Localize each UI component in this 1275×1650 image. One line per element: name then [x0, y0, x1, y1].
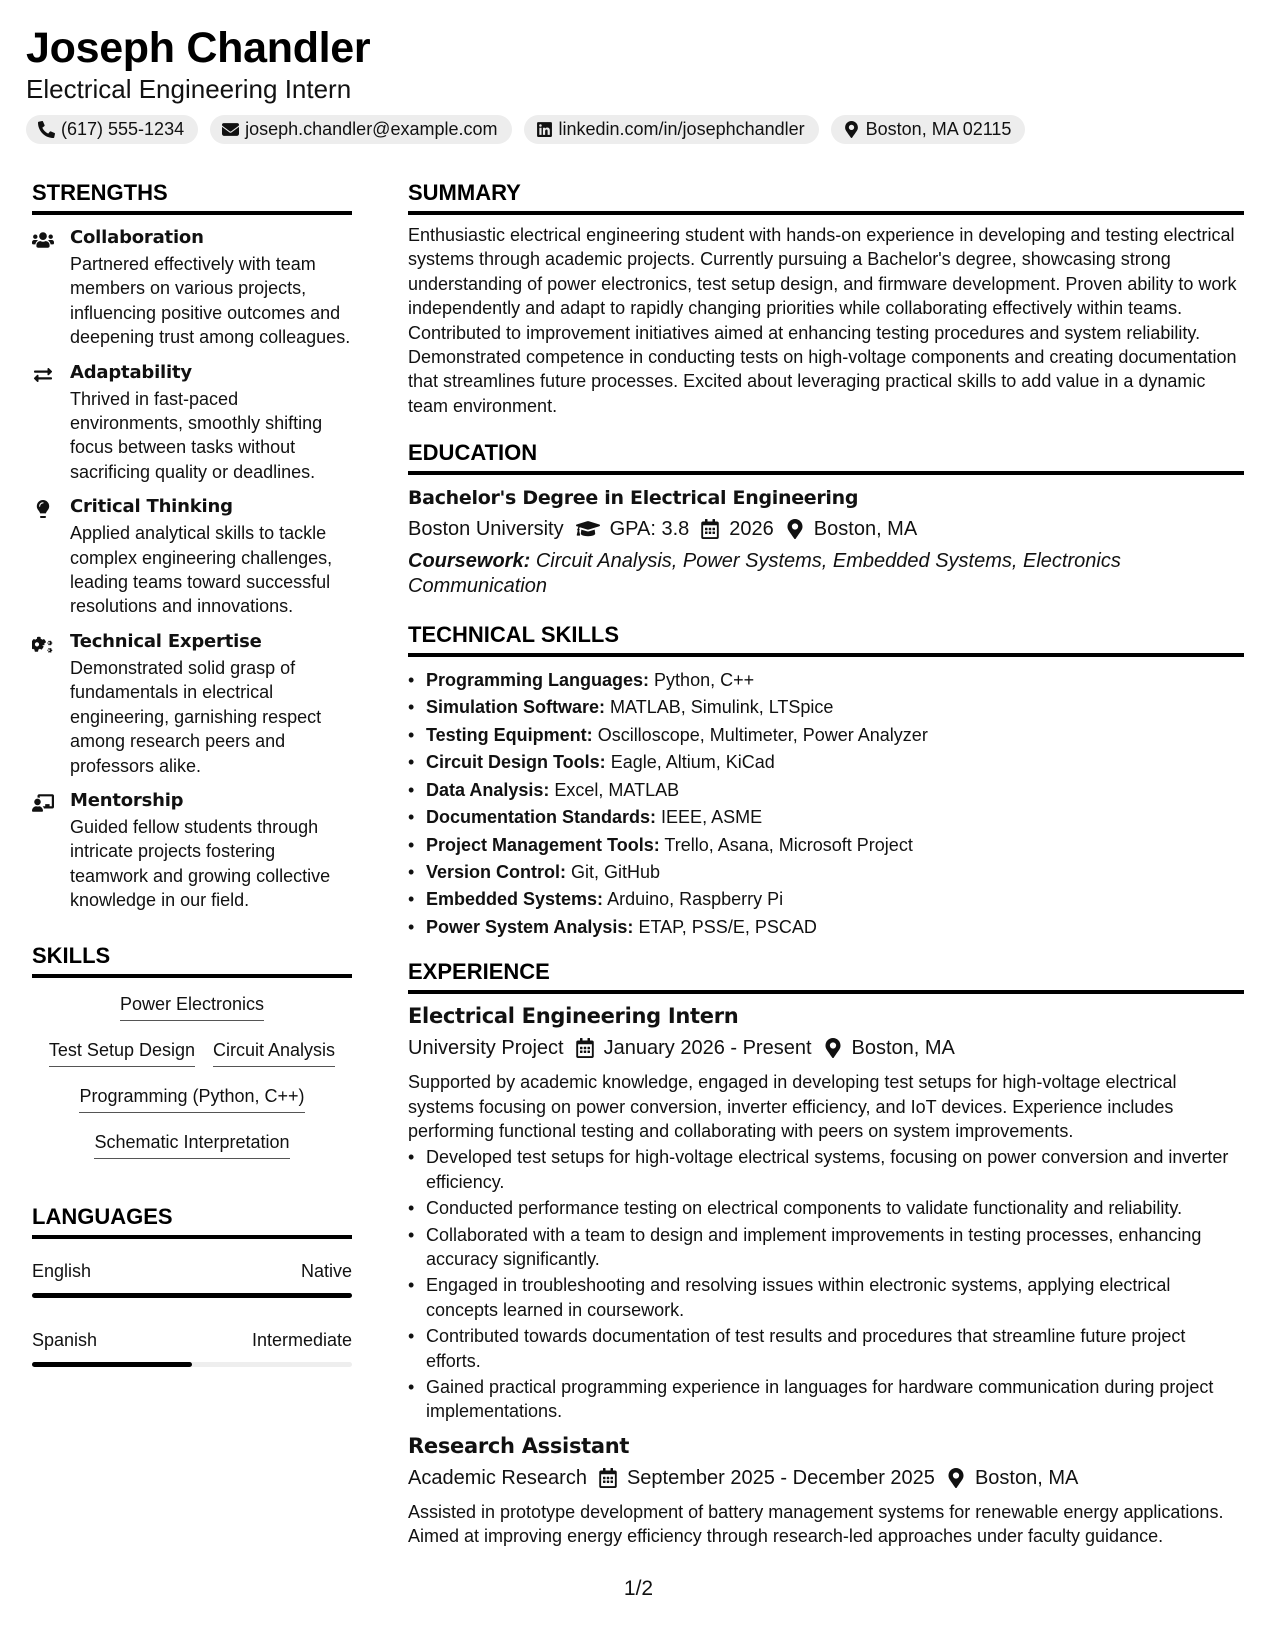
tech-skill-label: Embedded Systems:: [426, 889, 604, 910]
graduation-year: 2026: [729, 518, 774, 541]
list-item: [408, 749, 1244, 776]
gears-icon: [32, 635, 54, 653]
linkedin-icon: [536, 121, 553, 138]
tech-skill-value: Python, C++: [654, 670, 755, 691]
right-column: [408, 178, 1244, 1549]
language-item: [32, 1259, 352, 1298]
language-proficiency-bar: [32, 1362, 352, 1367]
contact-email[interactable]: [210, 115, 511, 144]
phone-icon: [38, 121, 55, 138]
strength-title: Critical Thinking: [70, 496, 233, 518]
coursework-list: Circuit Analysis, Power Systems, Embedded Systems, Electronics Communication: [408, 550, 1121, 597]
skill-tag: Power Electronics: [120, 992, 264, 1021]
list-item: • Conducted performance testing on electrical components to validate functionality and reliability.: [408, 1196, 1244, 1220]
contact-linkedin[interactable]: [524, 115, 819, 144]
job-dates: January 2026 - Present: [603, 1037, 812, 1060]
location-icon: [947, 1468, 965, 1488]
skill-tag: Test Setup Design: [49, 1038, 195, 1067]
location-icon: [843, 121, 860, 138]
skills-title: SKILLS: [32, 941, 352, 978]
users-icon: [32, 231, 54, 249]
education-meta: [408, 515, 1244, 543]
language-name: English: [32, 1260, 92, 1281]
location-icon: [786, 519, 804, 539]
job-title: Research Assistant: [408, 1433, 630, 1458]
strength-title: Technical Expertise: [70, 630, 262, 652]
tech-skill-label: Power System Analysis:: [426, 916, 634, 937]
skill-tag: Schematic Interpretation: [94, 1130, 289, 1159]
job-description: Supported by academic knowledge, engaged in developing test setups for high-voltage electrical systems focusing on power conversion, inverter efficiency, and IoT devices. Experience includes performing functional testing and collaborating with peers on system improvements.: [408, 1072, 1177, 1141]
language-proficiency-fill: [32, 1293, 352, 1298]
tech-skill-value: Arduino, Raspberry Pi: [607, 889, 784, 910]
list-item: • Contributed towards documentation of test results and procedures that streamline future project efforts.: [408, 1324, 1244, 1373]
tech-skill-label: Programming Languages:: [426, 670, 650, 691]
job-meta: [408, 1034, 1244, 1062]
lightbulb-icon: [32, 500, 54, 518]
experience-title: EXPERIENCE: [408, 957, 1244, 994]
list-item: [408, 859, 1244, 886]
contact-phone-text: (617) 555-1234: [61, 119, 185, 139]
graduation-cap-icon: [576, 519, 600, 539]
strength-item: [32, 496, 352, 619]
language-level: Native: [300, 1260, 352, 1281]
arrows-exchange-icon: [32, 366, 54, 384]
list-item: [408, 886, 1244, 913]
strength-item: [32, 362, 352, 485]
tech-skill-label: Documentation Standards:: [426, 807, 657, 828]
tech-skill-value: Trello, Asana, Microsoft Project: [664, 834, 913, 855]
tech-skill-value: MATLAB, Simulink, LTSpice: [610, 697, 834, 718]
candidate-name: Joseph Chandler: [26, 24, 371, 72]
languages-title: LANGUAGES: [32, 1202, 352, 1239]
page-number: 1/2: [623, 1577, 654, 1600]
left-column: [32, 178, 352, 1367]
job-organization: University Project: [408, 1037, 564, 1060]
language-level: Intermediate: [251, 1329, 352, 1350]
strength-item: [32, 227, 352, 350]
experience-entry: [408, 1002, 1244, 1424]
job-dates: September 2025 - December 2025: [626, 1466, 935, 1489]
technical-skills-list: [408, 667, 1244, 941]
experience-entry: [408, 1432, 1244, 1549]
calendar-icon: [576, 1038, 594, 1058]
school-name: Boston University: [408, 518, 564, 541]
school-location: Boston, MA: [813, 518, 918, 541]
tech-skill-value: ETAP, PSS/E, PSCAD: [638, 916, 817, 937]
list-item: • Collaborated with a team to design and implement improvements in testing processes, enhancing accuracy significantly.: [408, 1223, 1244, 1272]
calendar-icon: [701, 519, 719, 539]
contact-linkedin-text: linkedin.com/in/josephchandler: [558, 119, 805, 139]
location-icon: [824, 1038, 842, 1058]
summary-text: Enthusiastic electrical engineering student with hands-on experience in developing and testing electrical systems through academic projects. Currently pursuing a Bachelor's degree, showcasing strong understanding of power electronics, test setup design, and firmware development. Proven ability to work independently and adapt to rapidly changing priorities while collaborating effectively within teams. Contributed to improvement initiatives aimed at enhancing testing procedures and system reliability. Demonstrated competence in conducting tests on high-voltage components and creating documentation that streamlines future processes. Excited about leveraging practical skills to add value in a dynamic team environment.: [408, 225, 1237, 416]
job-title: Electrical Engineering Intern: [408, 1004, 739, 1029]
strength-item: [32, 631, 352, 778]
language-proficiency-bar: [32, 1293, 352, 1298]
contact-email-text: joseph.chandler@example.com: [245, 119, 498, 139]
list-item: [408, 777, 1244, 804]
calendar-icon: [599, 1468, 617, 1488]
strength-desc: Guided fellow students through intricate projects fostering teamwork and growing collective knowledge in our field.: [70, 816, 331, 911]
tech-skill-label: Simulation Software:: [426, 697, 606, 718]
skill-tag: Circuit Analysis: [213, 1038, 335, 1067]
contact-bar: [26, 115, 1246, 144]
tech-skill-label: Data Analysis:: [426, 779, 550, 800]
candidate-headline: Electrical Engineering Intern: [26, 74, 352, 104]
strength-title: Mentorship: [70, 789, 184, 811]
teacher-icon: [32, 794, 54, 812]
resume-header: [26, 22, 1246, 144]
envelope-icon: [222, 121, 239, 138]
tech-skill-value: IEEE, ASME: [661, 807, 763, 828]
contact-phone[interactable]: [26, 115, 198, 144]
tech-skill-label: Project Management Tools:: [426, 834, 660, 855]
tech-skill-label: Testing Equipment:: [426, 724, 593, 745]
contact-location-text: Boston, MA 02115: [865, 119, 1012, 139]
technical-skills-title: TECHNICAL SKILLS: [408, 620, 1244, 657]
job-bullets: [408, 1145, 1244, 1423]
strength-title: Adaptability: [70, 361, 192, 383]
language-proficiency-fill: [32, 1362, 192, 1367]
tech-skill-value: Excel, MATLAB: [554, 779, 680, 800]
tech-skill-value: Eagle, Altium, KiCad: [610, 752, 775, 773]
strength-title: Collaboration: [70, 227, 204, 248]
strength-desc: Partnered effectively with team members on various projects, influencing positive outcomes and deepening trust among colleagues.: [70, 254, 351, 348]
list-item: [408, 914, 1244, 941]
strength-desc: Demonstrated solid grasp of fundamentals in electrical engineering, garnishing respect among research peers and professors alike.: [70, 657, 322, 776]
list-item: • Engaged in troubleshooting and resolving issues within electronic systems, applying electrical concepts learned in coursework.: [408, 1273, 1244, 1322]
degree-title: Bachelor's Degree in Electrical Engineering: [408, 487, 859, 510]
list-item: [408, 804, 1244, 831]
list-item: [408, 694, 1244, 721]
list-item: [408, 722, 1244, 749]
job-location: Boston, MA: [974, 1466, 1079, 1489]
job-description: Assisted in prototype development of battery management systems for renewable energy applications. Aimed at improving energy efficiency through research-led approaches under faculty guidance.: [408, 1501, 1224, 1547]
gpa: GPA: 3.8: [609, 518, 690, 541]
skill-tag: Programming (Python, C++): [79, 1084, 304, 1113]
list-item: [408, 667, 1244, 694]
language-item: [32, 1328, 352, 1367]
strength-item: [32, 790, 352, 913]
job-meta: [408, 1464, 1244, 1492]
list-item: [408, 832, 1244, 859]
skills-list: [32, 992, 352, 1176]
list-item: • Gained practical programming experience in languages for hardware communication during project implementations.: [408, 1375, 1244, 1424]
education-title: EDUCATION: [408, 438, 1244, 475]
summary-title: SUMMARY: [408, 178, 1244, 215]
job-location: Boston, MA: [851, 1037, 955, 1060]
strength-desc: Thrived in fast-paced environments, smoothly shifting focus between tasks without sacrificing quality or deadlines.: [70, 388, 323, 482]
strength-desc: Applied analytical skills to tackle complex engineering challenges, leading teams toward successful resolutions and innovations.: [70, 523, 333, 617]
language-name: Spanish: [32, 1329, 98, 1350]
job-organization: Academic Research: [408, 1466, 587, 1489]
tech-skill-value: Git, GitHub: [571, 861, 661, 882]
coursework-label: Coursework:: [408, 550, 531, 573]
list-item: • Developed test setups for high-voltage electrical systems, focusing on power conversion and inverter efficiency.: [408, 1145, 1244, 1194]
tech-skill-label: Version Control:: [426, 861, 567, 882]
coursework: [408, 549, 1244, 598]
tech-skill-label: Circuit Design Tools:: [426, 752, 606, 773]
contact-location: [831, 115, 1026, 144]
tech-skill-value: Oscilloscope, Multimeter, Power Analyzer: [597, 724, 928, 745]
strengths-title: STRENGTHS: [32, 178, 352, 215]
